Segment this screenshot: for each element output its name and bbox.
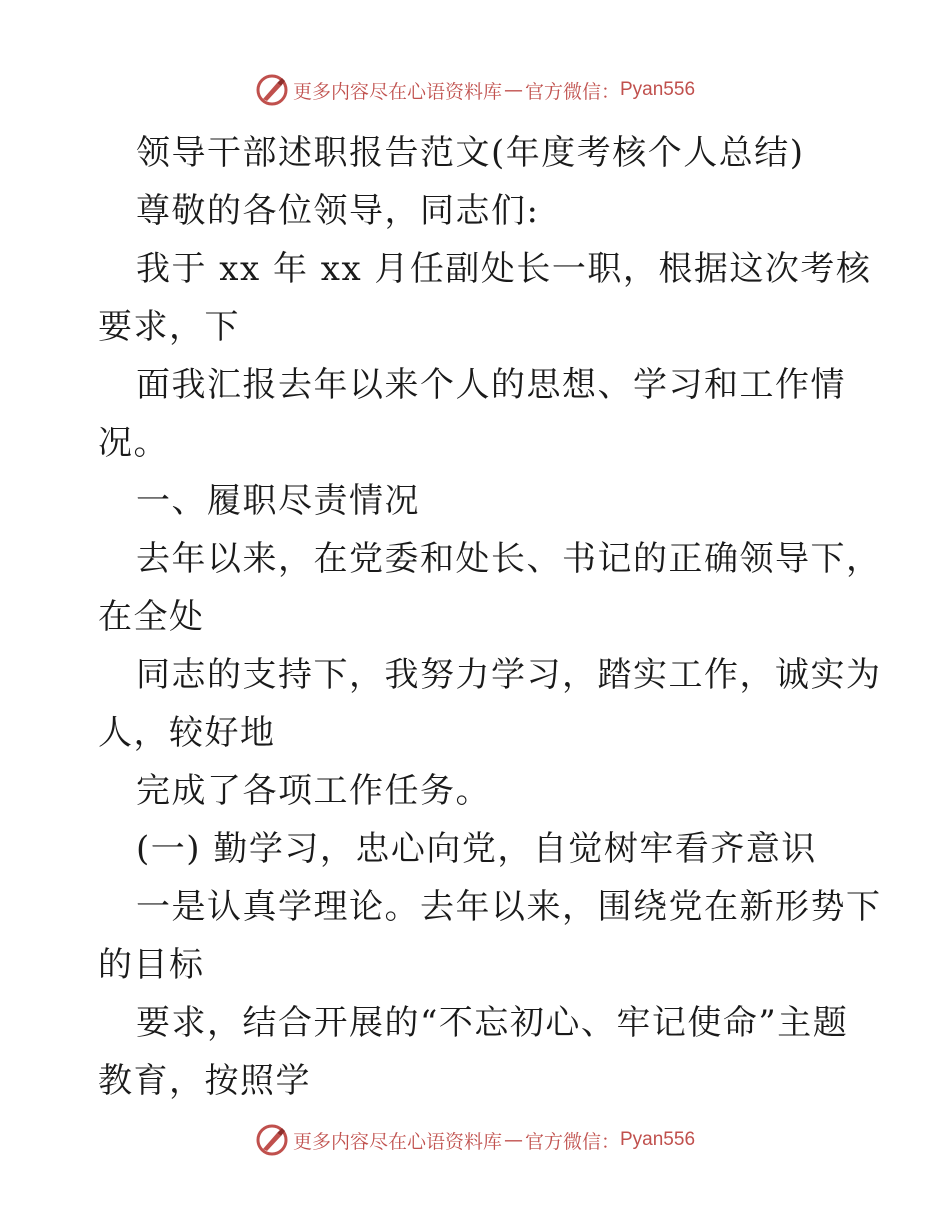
banner-main-text: 更多内容尽在心语资料库 (292, 80, 502, 103)
banner-wechat-label: 官方微信： (524, 80, 620, 103)
paragraph-line: 的目标 (98, 945, 205, 985)
paragraph-line: 同志的支持下，我努力学习，踏实工作，诚实为 (136, 655, 882, 695)
banner-handle: Pyan556 (620, 79, 696, 100)
brush-seal-icon (255, 1123, 289, 1157)
banner-handle: Pyan556 (620, 1129, 696, 1150)
document-title: 领导干部述职报告范文(年度考核个人总结) (136, 133, 805, 173)
paragraph-line: 在全处 (98, 597, 205, 637)
section-heading: 一、履职尽责情况 (136, 481, 420, 521)
paragraph-line: 一是认真学理论。去年以来，围绕党在新形势下 (136, 887, 882, 927)
paragraph-line: 要求，结合开展的“不忘初心、牢记使命”主题 (136, 1003, 849, 1043)
paragraph-line: 况。 (98, 423, 169, 463)
banner-dash: — (503, 79, 523, 101)
paragraph-line: 教育，按照学 (98, 1061, 311, 1101)
brush-seal-icon (255, 73, 289, 107)
paragraph-line: 面我汇报去年以来个人的思想、学习和工作情 (136, 365, 846, 405)
salutation: 尊敬的各位领导，同志们: (136, 191, 540, 231)
banner-wechat-label: 官方微信： (524, 1130, 620, 1153)
banner-dash: — (503, 1129, 523, 1151)
header-banner (0, 70, 950, 110)
paragraph-line: 去年以来，在党委和处长、书记的正确领导下， (136, 539, 882, 579)
document-body (98, 124, 882, 1110)
paragraph-line: 人，较好地 (98, 713, 276, 753)
footer-banner (0, 1120, 950, 1160)
paragraph-line: 完成了各项工作任务。 (136, 771, 491, 811)
banner-main-text: 更多内容尽在心语资料库 (292, 1130, 502, 1153)
paragraph-line: 我于 xx 年 xx 月任副处长一职，根据这次考核 (136, 249, 872, 289)
paragraph-line: 要求，下 (98, 307, 240, 347)
subsection-heading: (一) 勤学习，忠心向党，自觉树牢看齐意识 (136, 829, 817, 869)
